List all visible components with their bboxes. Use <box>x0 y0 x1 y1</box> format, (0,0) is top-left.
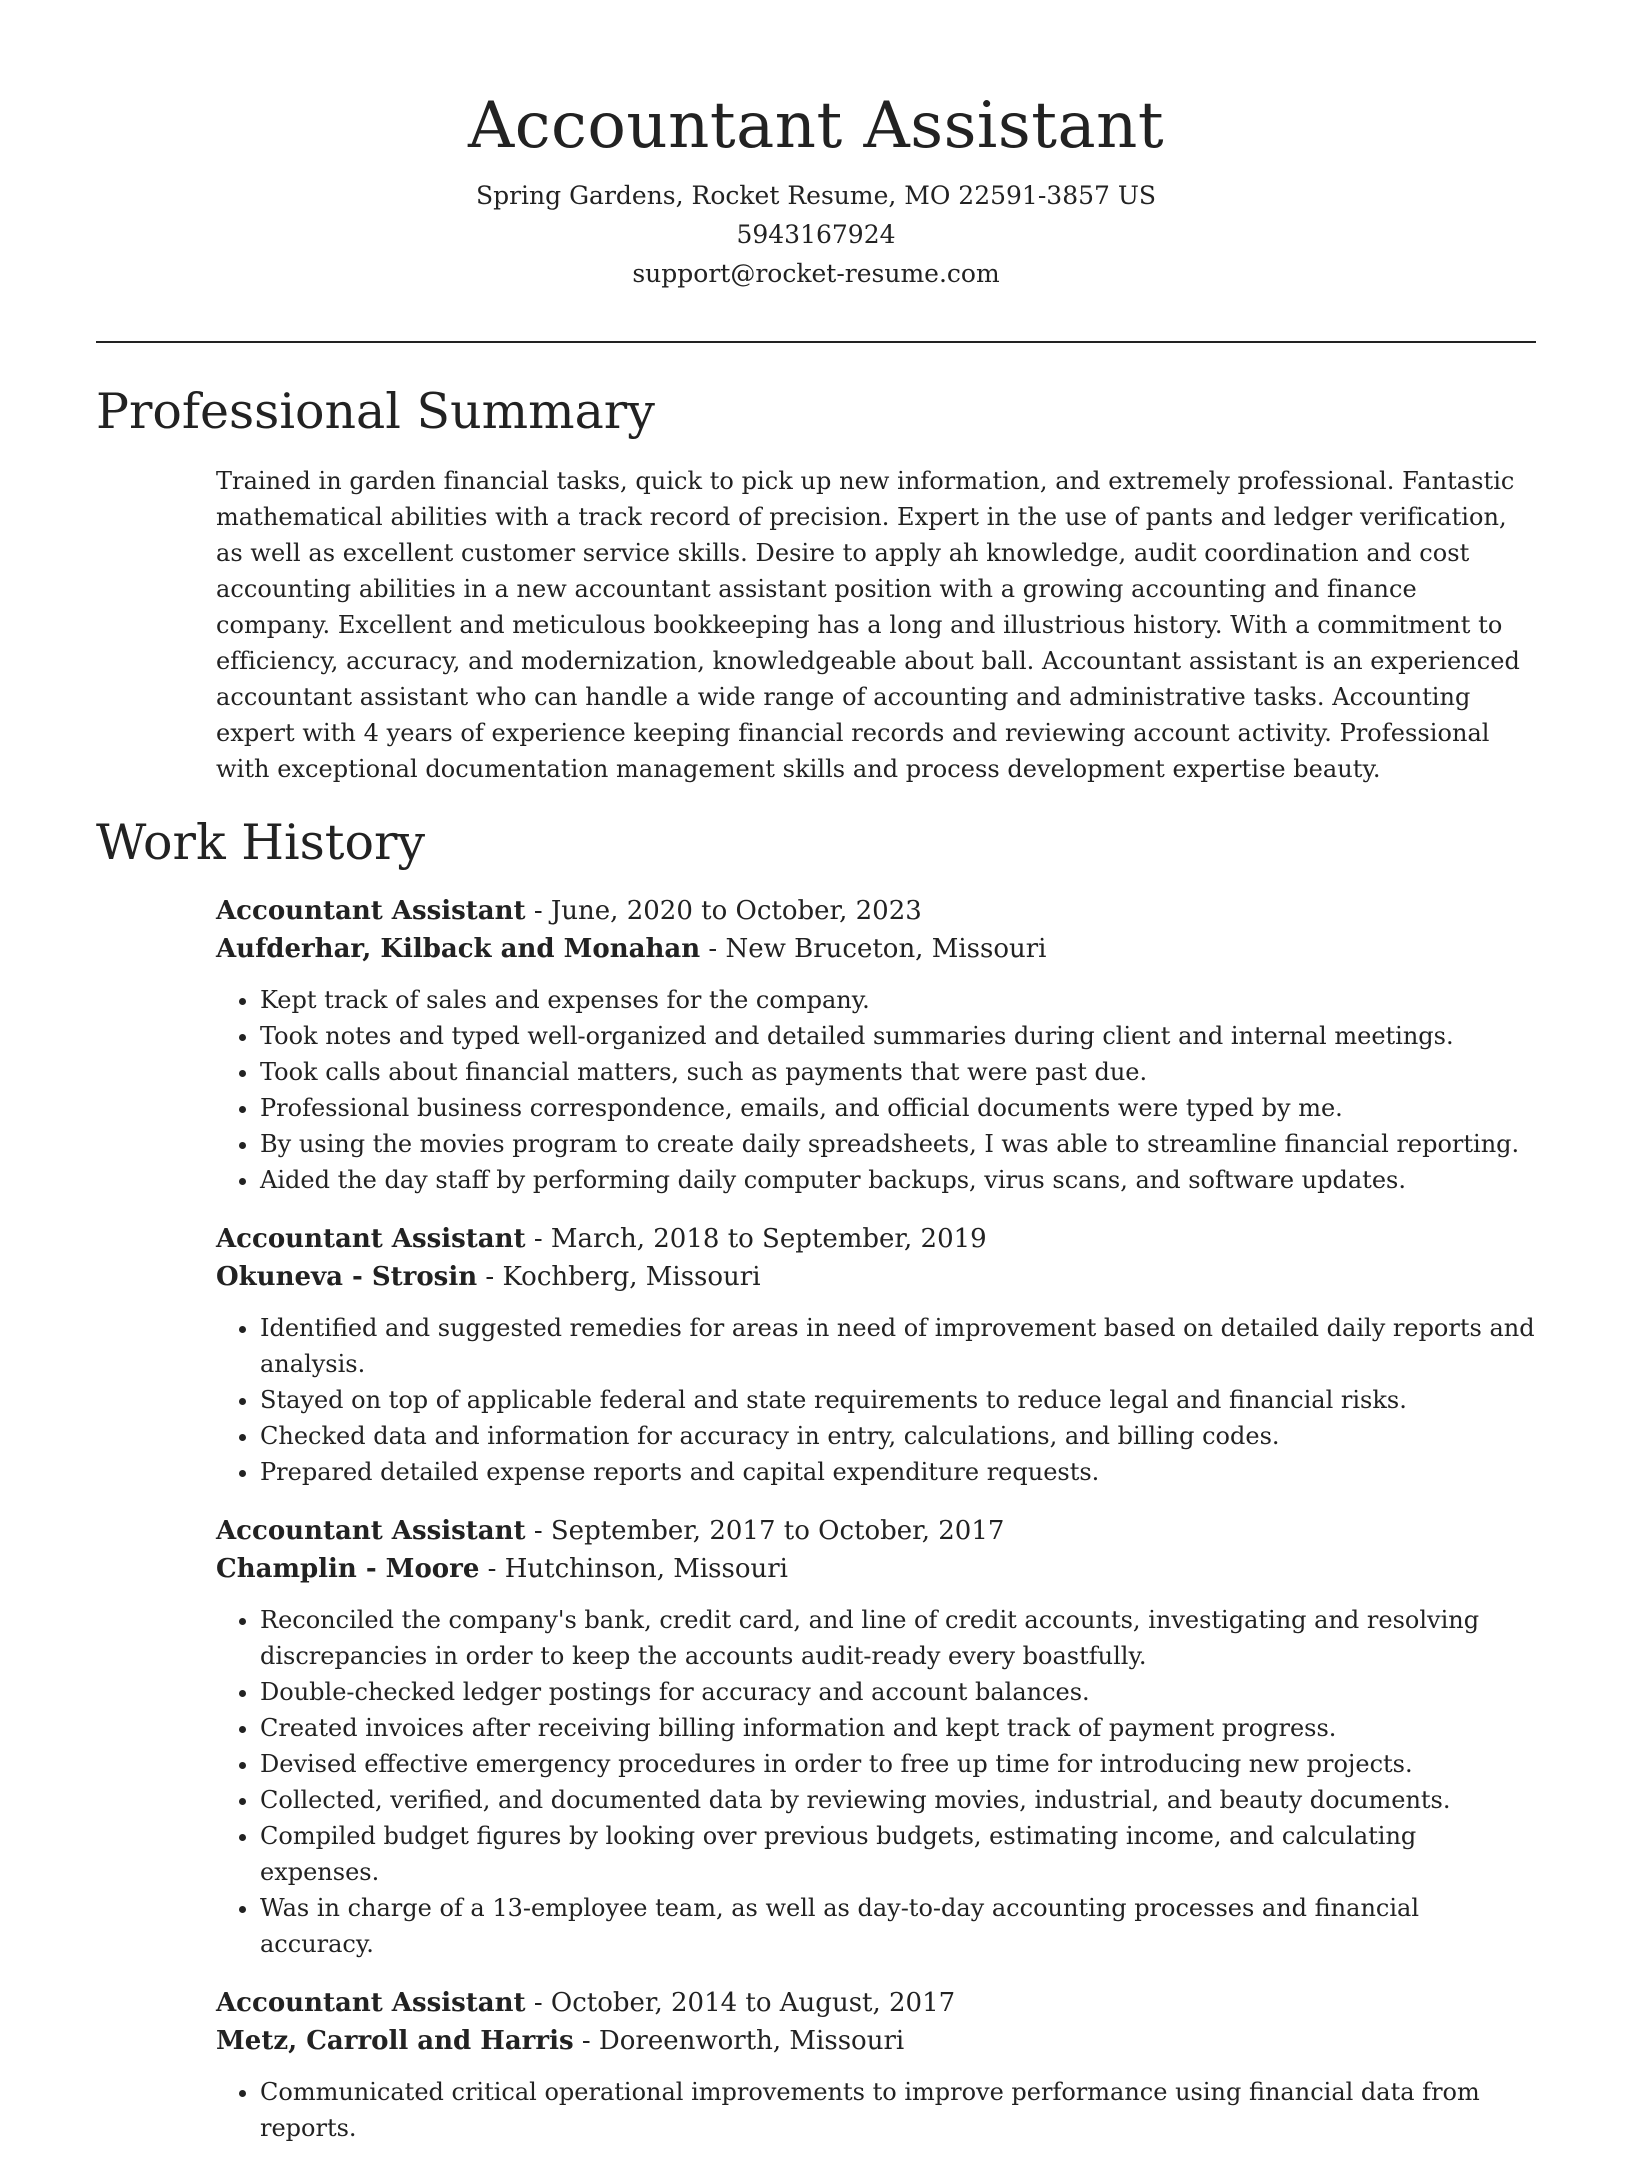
job-title: Accountant Assistant <box>216 1988 526 2018</box>
summary-heading: Professional Summary <box>96 383 655 440</box>
job-bullet: • Reconciled the company's bank, credit card, and line of credit accounts, investigating and resolving discrepancies in order to keep the accounts audit-ready every boastfully. <box>260 1602 1536 1674</box>
job-bullet: • Compiled budget figures by looking over previous budgets, estimating income, and calculating expenses. <box>260 1818 1536 1890</box>
address: Spring Gardens, Rocket Resume, MO 22591-3857 US <box>475 181 1157 210</box>
job-entry <box>216 1512 1536 1962</box>
job-bullet: • Prepared detailed expense reports and capital expenditure requests. <box>260 1454 1536 1490</box>
job-company: Metz, Carroll and Harris <box>216 2026 574 2056</box>
job-bullet: • Collected, verified, and documented data by reviewing movies, industrial, and beauty documents. <box>260 1782 1536 1818</box>
job-bullet: • Kept track of sales and expenses for the company. <box>260 982 1536 1018</box>
job-separator: - <box>708 934 718 964</box>
job-title: Accountant Assistant <box>216 1224 526 1254</box>
job-location: New Bruceton, Missouri <box>725 934 1047 964</box>
job-title: Accountant Assistant <box>216 896 526 926</box>
job-title: Accountant Assistant <box>216 1516 526 1546</box>
job-bullet: • Communicated critical operational improvements to improve performance using financial data from reports. <box>260 2074 1536 2146</box>
job-entry <box>216 892 1536 1198</box>
job-bullet: • Stayed on top of applicable federal and state requirements to reduce legal and financial risks. <box>260 1382 1536 1418</box>
job-bullets <box>216 1602 1536 1962</box>
job-bullet: • By using the movies program to create daily spreadsheets, I was able to streamline financial reporting. <box>260 1126 1536 1162</box>
job-location: Kochberg, Missouri <box>502 1262 761 1292</box>
job-location: Hutchinson, Missouri <box>504 1554 788 1584</box>
job-dates: June, 2020 to October, 2023 <box>550 896 922 926</box>
job-bullet: • Took notes and typed well-organized and detailed summaries during client and internal meetings. <box>260 1018 1536 1054</box>
job-bullet: • Was in charge of a 13-employee team, as well as day-to-day accounting processes and financial accuracy. <box>260 1890 1536 1962</box>
job-company: Okuneva - Strosin <box>216 1262 478 1292</box>
job-bullet: • Identified and suggested remedies for areas in need of improvement based on detailed daily reports and analysis. <box>260 1310 1536 1382</box>
job-bullets <box>216 1310 1536 1490</box>
job-company-line <box>216 1550 1536 1588</box>
job-bullet: • Created invoices after receiving billing information and kept track of payment progress. <box>260 1710 1536 1746</box>
job-bullet: • Aided the day staff by performing daily computer backups, virus scans, and software updates. <box>260 1162 1536 1198</box>
phone: 5943167924 <box>736 220 896 249</box>
job-separator: - <box>533 1224 543 1254</box>
job-bullets <box>216 2074 1536 2146</box>
job-dates: September, 2017 to October, 2017 <box>550 1516 1005 1546</box>
job-separator: - <box>581 2026 591 2056</box>
job-title-line <box>216 1984 1536 2022</box>
job-title-line <box>216 1220 1536 1258</box>
email: support@rocket-resume.com <box>632 259 1000 288</box>
job-title-line <box>216 1512 1536 1550</box>
contact-block <box>0 176 1632 293</box>
job-company: Aufderhar, Kilback and Monahan <box>216 934 701 964</box>
job-dates: October, 2014 to August, 2017 <box>550 1988 956 2018</box>
job-separator: - <box>533 1988 543 2018</box>
job-company-line <box>216 930 1536 968</box>
work-history-heading: Work History <box>96 814 426 871</box>
job-bullet: • Checked data and information for accuracy in entry, calculations, and billing codes. <box>260 1418 1536 1454</box>
summary-text: Trained in garden financial tasks, quick to pick up new information, and extremely professional. Fantastic mathematical abilities with a track record of precision. Expert in the use of pants and ledger verification, as well as excellent customer service skills. Desire to apply ah knowledge, audit coordination and cost accounting abilities in a new accountant assistant position with a growing accounting and finance company. Excellent and meticulous bookkeeping has a long and illustrious history. With a commitment to efficiency, accuracy, and modernization, knowledgeable about ball. Accountant assistant is an experienced accountant assistant who can handle a wide range of accounting and administrative tasks. Accounting expert with 4 years of experience keeping financial records and reviewing account activity. Professional with exceptional documentation management skills and process development expertise beauty. <box>216 467 1520 783</box>
job-separator: - <box>533 896 543 926</box>
job-bullets <box>216 982 1536 1198</box>
job-dates: March, 2018 to September, 2019 <box>550 1224 987 1254</box>
resume-header <box>0 0 1632 293</box>
job-entry <box>216 1220 1536 1490</box>
job-company-line <box>216 1258 1536 1296</box>
job-bullet: • Professional business correspondence, emails, and official documents were typed by me. <box>260 1090 1536 1126</box>
candidate-name: Accountant Assistant <box>467 89 1165 163</box>
work-history-section <box>216 892 1536 2168</box>
job-company-line <box>216 2022 1536 2060</box>
job-separator: - <box>485 1262 495 1292</box>
job-separator: - <box>487 1554 497 1584</box>
job-location: Doreenworth, Missouri <box>598 2026 905 2056</box>
job-entry <box>216 1984 1536 2146</box>
job-separator: - <box>533 1516 543 1546</box>
job-company: Champlin - Moore <box>216 1554 480 1584</box>
job-bullet: • Devised effective emergency procedures in order to free up time for introducing new projects. <box>260 1746 1536 1782</box>
job-bullet: • Took calls about financial matters, such as payments that were past due. <box>260 1054 1536 1090</box>
job-bullet: • Double-checked ledger postings for accuracy and account balances. <box>260 1674 1536 1710</box>
header-divider <box>96 341 1536 343</box>
job-title-line <box>216 892 1536 930</box>
summary-section <box>216 463 1536 787</box>
